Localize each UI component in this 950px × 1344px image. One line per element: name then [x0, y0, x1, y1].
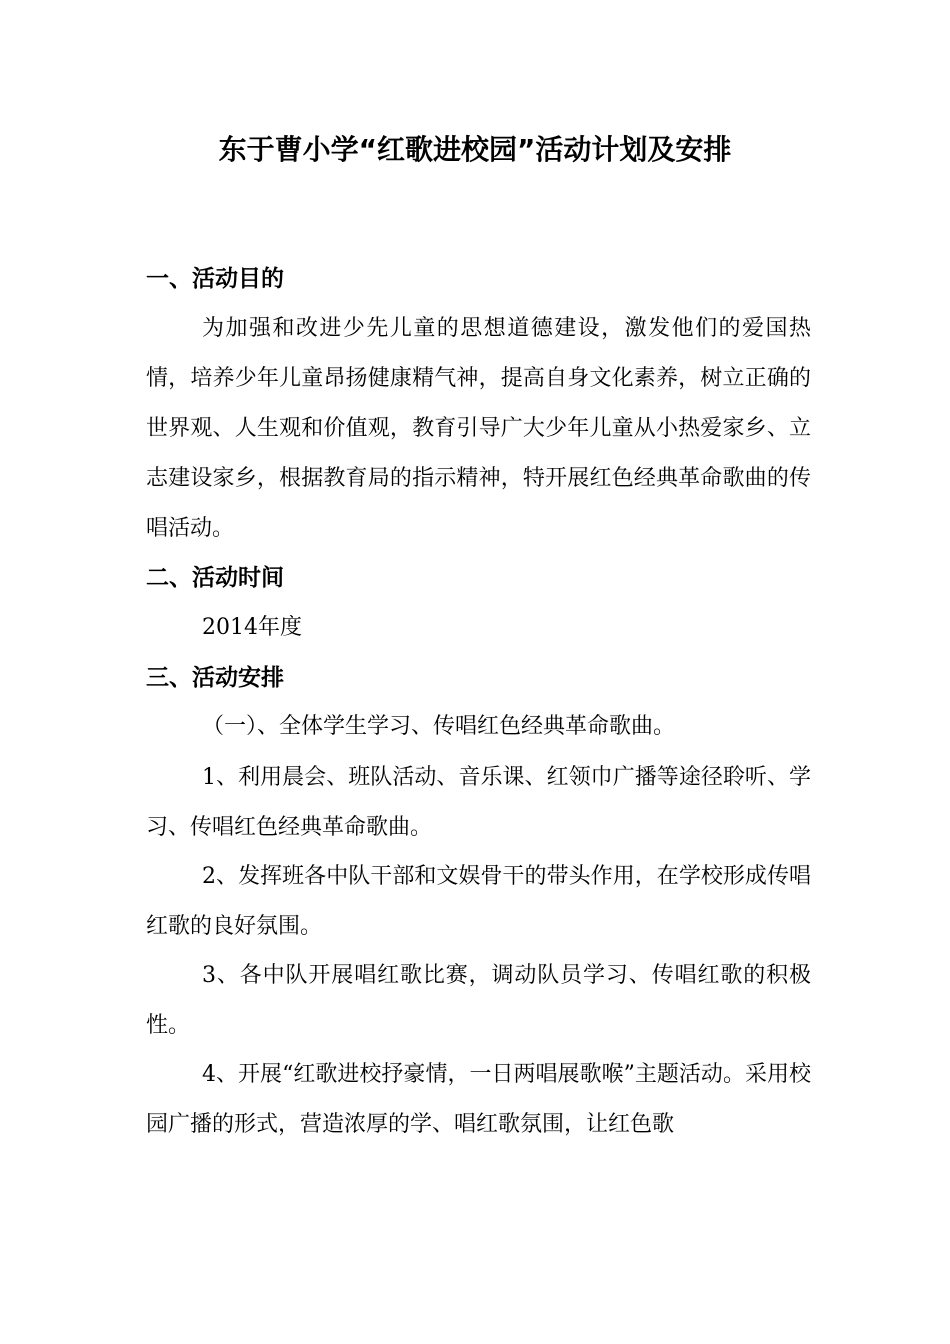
- section-heading-arrangement: 三、活动安排: [146, 665, 284, 691]
- section-heading-purpose: 一、活动目的: [146, 266, 284, 292]
- section-heading-time: 二、活动时间: [146, 565, 284, 591]
- document-title: 东于曹小学“红歌进校园”活动计划及安排: [218, 133, 732, 166]
- arrangement-subheading: （一）、全体学生学习、传唱红色经典革命歌曲。: [202, 714, 676, 739]
- purpose-paragraph: 为加强和改进少先儿童的思想道德建设，激发他们的爱国热情，培养少年儿童昂扬健康精气神，提高自身文化素养，树立正确的世界观、人生观和价值观，教育引导广大少年儿童从小热爱家乡、立志建设家乡，根据教育局的指示精神，特开展红色经典革命歌曲的传唱活动。: [146, 316, 811, 541]
- arrangement-item-2: 2、发挥班各中队干部和文娱骨干的带头作用，在学校形成传唱红歌的良好氛围。: [146, 864, 811, 939]
- arrangement-item-3: 3、各中队开展唱红歌比赛，调动队员学习、传唱红歌的积极性。: [146, 963, 811, 1038]
- arrangement-item-1: 1、利用晨会、班队活动、音乐课、红领巾广播等途径聆听、学习、传唱红色经典革命歌曲。: [146, 765, 811, 840]
- activity-time-text: 2014年度: [202, 615, 302, 640]
- arrangement-item-4: 4、开展“红歌进校抒豪情，一日两唱展歌喉”主题活动。采用校园广播的形式，营造浓厚的学、唱红歌氛围，让红色歌: [146, 1062, 811, 1137]
